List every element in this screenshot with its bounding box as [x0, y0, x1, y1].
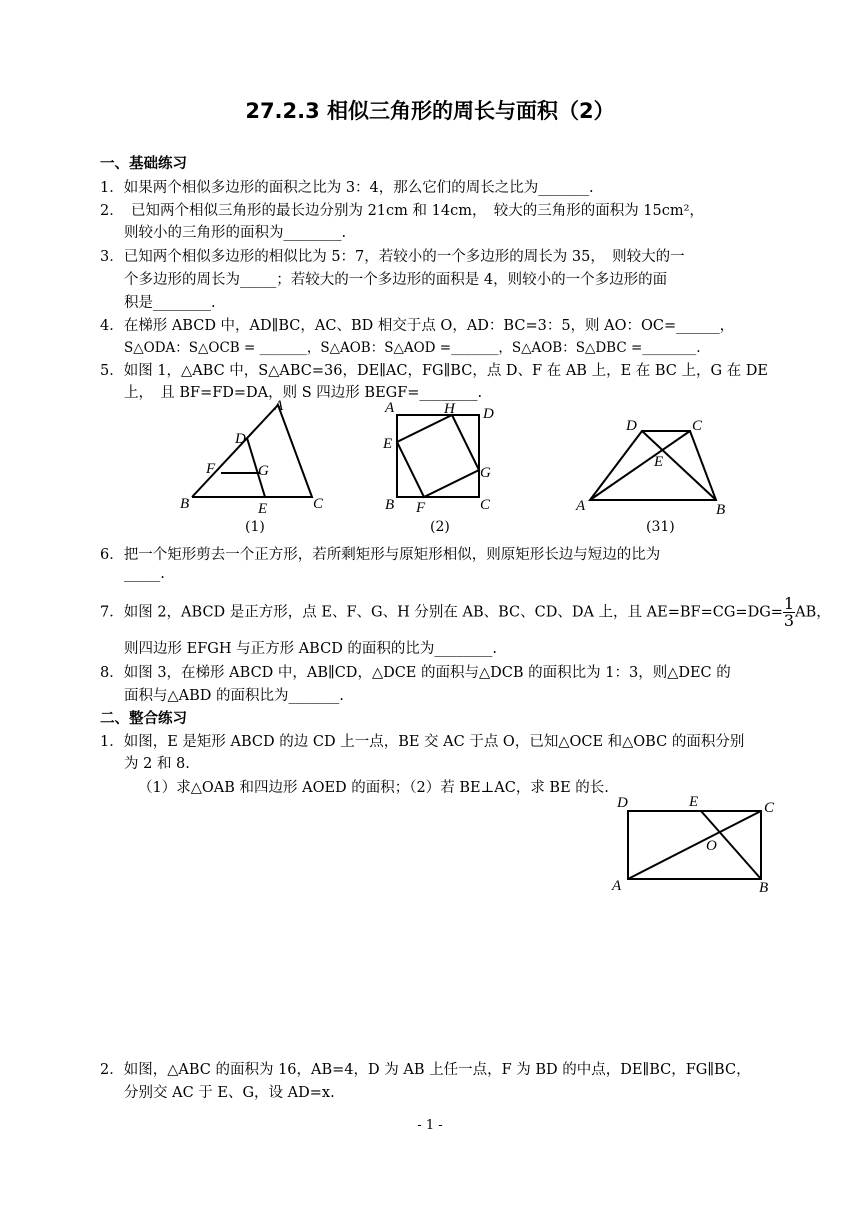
question-7-line-2: 则四边形 EFGH 与正方形 ABCD 的面积的比为________. [124, 641, 498, 657]
figure-3-caption: (31) [646, 519, 675, 535]
problem-1-line-2: 为 2 和 8. [124, 756, 190, 772]
fig2-label-d: D [483, 406, 494, 422]
problem-1-line-3: （1）求△OAB 和四边形 AOED 的面积；（2）若 BE⊥AC，求 BE 的长. [138, 780, 609, 796]
figure-1 [172, 395, 342, 524]
question-3-line-2: 个多边形的周长为_____；若较大的一个多边形的面积是 4，则较小的一个多边形的面 [124, 272, 668, 288]
question-5-line-1: 5．如图 1，△ABC 中，S△ABC=36，DE∥AC，FG∥BC，点 D、F 在 AB 上，E 在 BC 上，G 在 DE [100, 363, 769, 379]
question-7-text-pre: 7．如图 2，ABCD 是正方形，点 E、F、G、H 分别在 AB、BC、CD、DA 上，且 AE=BF=CG=DG= [100, 604, 783, 621]
fig2-label-f: F [416, 500, 426, 516]
fig3-label-e: E [654, 454, 664, 470]
question-2-line-1: 2． 已知两个相似三角形的最长边分别为 21cm 和 14cm， 较大的三角形的面积为 15cm²， [100, 203, 704, 219]
problem-2-line-2: 分别交 AC 于 E、G，设 AD=x. [124, 1085, 335, 1101]
section-heading-basic: 一、基础练习 [100, 156, 187, 172]
fig1-label-e: E [258, 501, 268, 517]
fig1-label-a: A [274, 398, 284, 414]
question-7-line-1 [100, 596, 831, 629]
question-6-line-2: _____. [124, 566, 165, 582]
problem-2-line-1: 2．如图，△ABC 的面积为 16，AB=4，D 为 AB 上任一点，F 为 BD 的中点，DE∥BC，FG∥BC， [100, 1062, 751, 1078]
fig1-label-b: B [180, 496, 190, 512]
fraction-denominator: 3 [783, 611, 795, 630]
question-8-line-1: 8．如图 3，在梯形 ABCD 中，AB∥CD，△DCE 的面积与△DCB 的面积比为 1：3，则△DEC 的 [100, 665, 731, 681]
question-6-line-1: 6．把一个矩形剪去一个正方形，若所剩矩形与原矩形相似，则原矩形长边与短边的比为 [100, 547, 661, 563]
question-3-line-3: 积是________. [124, 295, 216, 311]
question-8-line-2: 面积与△ABD 的面积比为_______. [124, 688, 344, 704]
fig4-label-d: D [617, 795, 628, 811]
fig3-label-d: D [626, 418, 637, 434]
figure-3 [570, 412, 730, 521]
question-3-line-1: 3．已知两个相似多边形的相似比为 5：7，若较小的一个多边形的周长为 35， 则较大的一 [100, 249, 685, 265]
fig1-label-f: F [206, 461, 216, 477]
question-4-line-2: S△ODA：S△OCB = _______，S△AOB：S△AOD =_______，S△AOB：S△DBC =________. [124, 340, 701, 356]
figure-2 [380, 398, 500, 522]
fig2-label-c: C [480, 497, 491, 513]
section-heading-integrated: 二、整合练习 [100, 711, 187, 727]
problem-1-line-1: 1．如图，E 是矩形 ABCD 的边 CD 上一点，BE 交 AC 于点 O，已知△OCE 和△OBC 的面积分别 [100, 734, 745, 750]
fig4-label-c: C [764, 800, 775, 816]
fig4-label-o: O [706, 838, 717, 854]
page-number: - 1 - [417, 1118, 443, 1133]
question-2-line-2: 则较小的三角形的面积为________. [124, 225, 347, 241]
figure-4 [608, 790, 788, 904]
page-title: 27.2.3 相似三角形的周长与面积（2） [245, 99, 615, 123]
fig1-label-d: D [235, 431, 246, 447]
fig4-label-e: E [689, 794, 699, 810]
fig4-label-a: A [612, 878, 622, 894]
fraction-one-third [783, 596, 795, 629]
fig2-label-b: B [385, 497, 395, 513]
figure-1-caption: (1) [245, 519, 265, 535]
fig1-label-c: C [313, 496, 324, 512]
fig4-label-b: B [759, 880, 769, 896]
fig3-label-a: A [576, 498, 586, 514]
fig2-label-e: E [383, 436, 393, 452]
fraction-numerator: 1 [783, 594, 795, 613]
fig2-label-a: A [385, 400, 395, 416]
question-1: 1．如果两个相似多边形的面积之比为 3：4，那么它们的周长之比为_______. [100, 180, 594, 196]
question-5-line-2: 上， 且 BF=FD=DA，则 S 四边形 BEGF=________. [124, 385, 483, 401]
figure-2-caption: (2) [430, 519, 450, 535]
fig2-label-g: G [480, 465, 491, 481]
fig2-label-h: H [444, 401, 455, 417]
fig3-label-c: C [692, 418, 703, 434]
fig3-label-b: B [716, 502, 726, 517]
question-4-line-1: 4．在梯形 ABCD 中，AD∥BC，AC、BD 相交于点 O，AD：BC=3：5，则 AO：OC=______， [100, 318, 735, 334]
fig1-label-g: G [258, 463, 269, 479]
question-7-text-post: AB， [795, 604, 831, 621]
